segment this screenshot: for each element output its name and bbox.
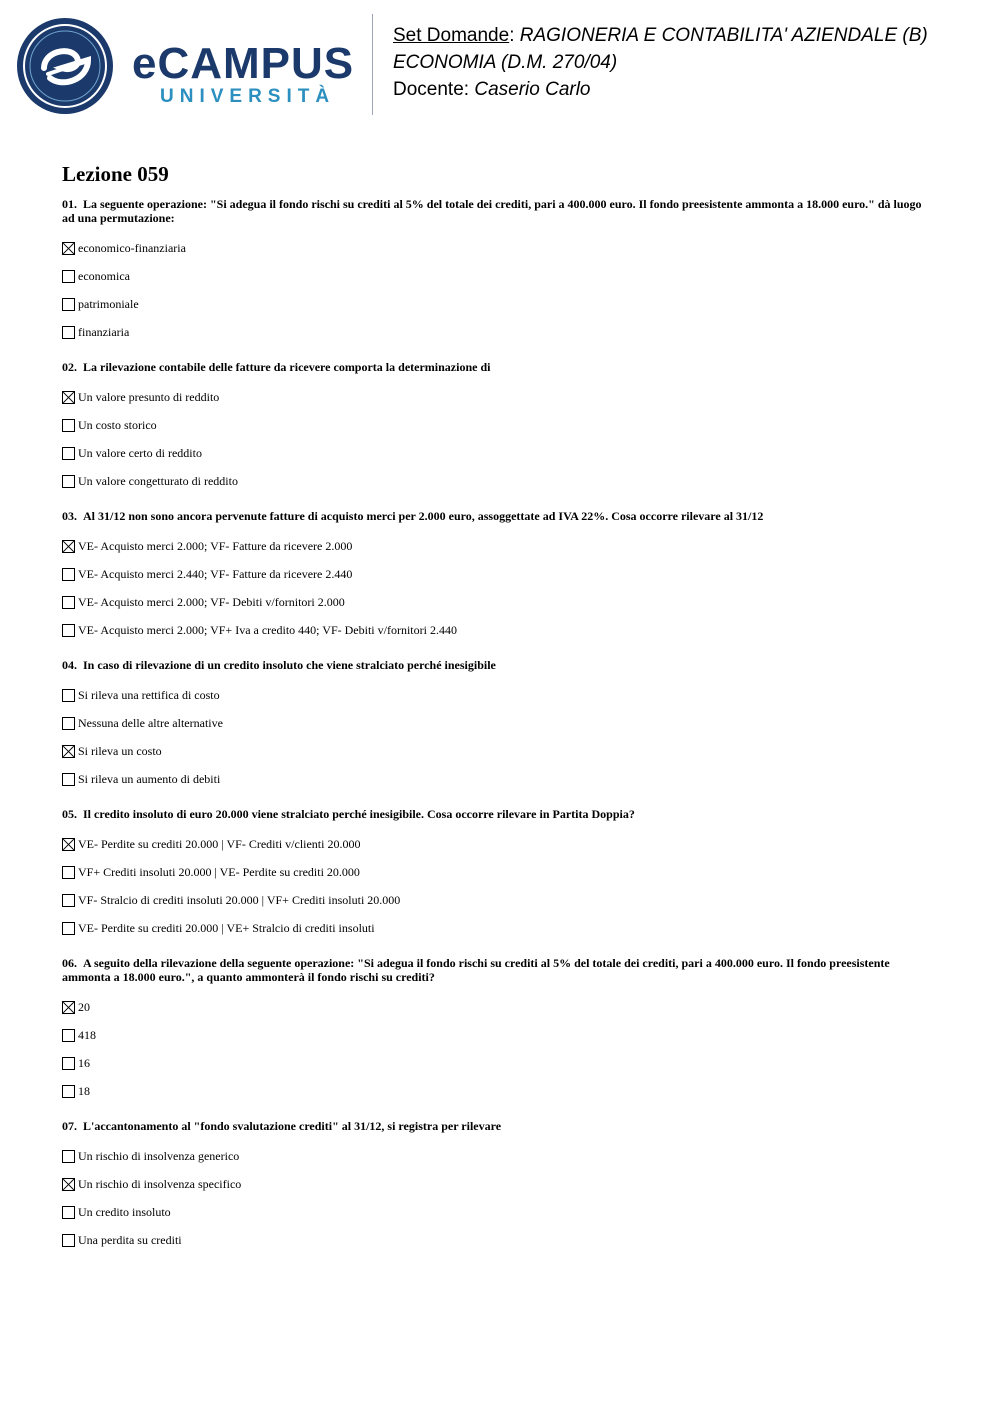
checkbox-icon[interactable]	[62, 624, 75, 637]
question-block	[62, 658, 932, 793]
logo-subtitle: UNIVERSITÀ	[160, 86, 336, 107]
checked-checkbox-icon[interactable]	[62, 1178, 75, 1191]
answer-label: VE- Acquisto merci 2.440; VF- Fatture da ricevere 2.440	[78, 566, 353, 581]
answer-label: economico-finanziaria	[78, 240, 186, 255]
checkbox-icon[interactable]	[62, 568, 75, 581]
answer-label: 20	[78, 999, 90, 1014]
set-label: Set Domande	[393, 25, 510, 46]
question-number: 01.	[62, 197, 77, 211]
checked-checkbox-icon[interactable]	[62, 1001, 75, 1014]
answer-option[interactable]	[62, 709, 932, 737]
question-body: A seguito della rilevazione della seguente operazione: "Si adegua il fondo rischi su crediti al 5% del totale dei crediti, pari a 400.000 euro. Il fondo preesistente ammonta a 18.000 euro.", a quanto ammonterà il fondo rischi su crediti?	[62, 956, 890, 984]
question-text	[62, 807, 932, 821]
set-value-2: ECONOMIA (D.M. 270/04)	[393, 52, 618, 73]
question-number: 04.	[62, 658, 77, 672]
answer-label: Un valore congetturato di reddito	[78, 473, 238, 488]
checkbox-icon[interactable]	[62, 773, 75, 786]
checkbox-icon[interactable]	[62, 596, 75, 609]
answer-option[interactable]	[62, 830, 932, 858]
checkbox-icon[interactable]	[62, 1085, 75, 1098]
answer-option[interactable]	[62, 411, 932, 439]
logo-wordmark: eCAMPUS	[132, 39, 355, 88]
answer-option[interactable]	[62, 993, 932, 1021]
answer-option[interactable]	[62, 1049, 932, 1077]
checkbox-icon[interactable]	[62, 922, 75, 935]
checkbox-icon[interactable]	[62, 1057, 75, 1070]
teacher-line: Docente: Caserio Carlo	[393, 79, 591, 100]
answer-option[interactable]	[62, 234, 932, 262]
checkbox-icon[interactable]	[62, 689, 75, 702]
answer-label: Un rischio di insolvenza generico	[78, 1148, 240, 1163]
answer-label: Nessuna delle altre alternative	[78, 715, 223, 730]
checkbox-icon[interactable]	[62, 1029, 75, 1042]
question-body: Il credito insoluto di euro 20.000 viene stralciato perché inesigibile. Cosa occorre rilevare in Partita Doppia?	[83, 807, 635, 821]
teacher-label: Docente	[393, 79, 464, 100]
checked-checkbox-icon[interactable]	[62, 391, 75, 404]
question-number: 03.	[62, 509, 77, 523]
page-header	[0, 0, 1000, 130]
checked-checkbox-icon[interactable]	[62, 838, 75, 851]
answer-option[interactable]	[62, 560, 932, 588]
answer-option[interactable]	[62, 1142, 932, 1170]
checkbox-icon[interactable]	[62, 475, 75, 488]
lesson-title: Lezione 059	[62, 162, 169, 186]
checkbox-icon[interactable]	[62, 447, 75, 460]
answer-option[interactable]	[62, 588, 932, 616]
answer-option[interactable]	[62, 467, 932, 495]
checkbox-icon[interactable]	[62, 326, 75, 339]
answer-option[interactable]	[62, 1226, 932, 1254]
set-value: RAGIONERIA E CONTABILITA' AZIENDALE (B)	[519, 25, 928, 46]
answer-option[interactable]	[62, 532, 932, 560]
question-text	[62, 509, 932, 523]
answer-label: VE- Perdite su crediti 20.000 | VF- Crediti v/clienti 20.000	[78, 836, 361, 851]
checkbox-icon[interactable]	[62, 1206, 75, 1219]
answer-label: VE- Perdite su crediti 20.000 | VE+ Stralcio di crediti insoluti	[78, 920, 375, 935]
question-block	[62, 360, 932, 495]
answer-label: economica	[78, 268, 130, 283]
answer-option[interactable]	[62, 1170, 932, 1198]
answer-label: Si rileva una rettifica di costo	[78, 687, 220, 702]
question-text	[62, 197, 932, 225]
question-body: La seguente operazione: "Si adegua il fondo rischi su crediti al 5% del totale dei crediti, pari a 400.000 euro. Il fondo preesistente ammonta a 18.000 euro." dà luogo ad una permutazione:	[62, 197, 922, 225]
question-body: Al 31/12 non sono ancora pervenute fatture di acquisto merci per 2.000 euro, assoggettate ad IVA 22%. Cosa occorre rilevare al 31/12	[83, 509, 764, 523]
question-body: In caso di rilevazione di un credito insoluto che viene stralciato perché inesigibile	[83, 658, 496, 672]
answer-option[interactable]	[62, 914, 932, 942]
answer-option[interactable]	[62, 858, 932, 886]
question-number: 06.	[62, 956, 77, 970]
question-number: 02.	[62, 360, 77, 374]
question-number: 05.	[62, 807, 77, 821]
answer-label: VE- Acquisto merci 2.000; VF- Debiti v/fornitori 2.000	[78, 594, 345, 609]
checkbox-icon[interactable]	[62, 1150, 75, 1163]
answer-label: 418	[78, 1027, 96, 1042]
answer-label: Un valore certo di reddito	[78, 445, 202, 460]
question-block	[62, 509, 932, 644]
answer-option[interactable]	[62, 1077, 932, 1105]
checkbox-icon[interactable]	[62, 419, 75, 432]
question-text	[62, 1119, 932, 1133]
teacher-value: Caserio Carlo	[474, 79, 591, 100]
answer-label: finanziaria	[78, 324, 130, 339]
question-block	[62, 1119, 932, 1254]
answer-label: Un rischio di insolvenza specifico	[78, 1176, 242, 1191]
checkbox-icon[interactable]	[62, 894, 75, 907]
set-line: Set Domande: RAGIONERIA E CONTABILITA' AZIENDALE (B)	[393, 25, 928, 46]
checkbox-icon[interactable]	[62, 298, 75, 311]
answer-label: VE- Acquisto merci 2.000; VF+ Iva a credito 440; VF- Debiti v/fornitori 2.440	[78, 622, 457, 637]
question-body: L'accantonamento al "fondo svalutazione crediti" al 31/12, si registra per rilevare	[83, 1119, 502, 1133]
question-text	[62, 360, 932, 374]
checkbox-icon[interactable]	[62, 1234, 75, 1247]
answer-option[interactable]	[62, 1021, 932, 1049]
question-body: La rilevazione contabile delle fatture da ricevere comporta la determinazione di	[83, 360, 491, 374]
answer-option[interactable]	[62, 1198, 932, 1226]
answer-label: Un valore presunto di reddito	[78, 389, 220, 404]
question-block	[62, 956, 932, 1105]
answer-option[interactable]	[62, 439, 932, 467]
answer-label: patrimoniale	[78, 296, 139, 311]
answer-option[interactable]	[62, 383, 932, 411]
set-line-2	[393, 49, 928, 76]
answer-label: VF- Stralcio di crediti insoluti 20.000 | VF+ Crediti insoluti 20.000	[78, 892, 401, 907]
checked-checkbox-icon[interactable]	[62, 745, 75, 758]
question-number: 07.	[62, 1119, 77, 1133]
answer-label: Si rileva un costo	[78, 743, 162, 758]
answer-label: VF+ Crediti insoluti 20.000 | VE- Perdite su crediti 20.000	[78, 864, 360, 879]
answer-option[interactable]	[62, 737, 932, 765]
answer-option[interactable]	[62, 616, 932, 644]
questions-list	[62, 197, 932, 1268]
answer-label: 16	[78, 1055, 90, 1070]
answer-option[interactable]	[62, 290, 932, 318]
ecampus-logo-icon	[14, 16, 116, 116]
question-text	[62, 956, 932, 984]
answer-option[interactable]	[62, 318, 932, 346]
answer-label: Una perdita su crediti	[78, 1232, 182, 1247]
checkbox-icon[interactable]	[62, 866, 75, 879]
header-divider	[372, 14, 373, 115]
answer-label: 18	[78, 1083, 90, 1098]
question-block	[62, 197, 932, 346]
checkbox-icon[interactable]	[62, 717, 75, 730]
answer-label: VE- Acquisto merci 2.000; VF- Fatture da ricevere 2.000	[78, 538, 353, 553]
checkbox-icon[interactable]	[62, 270, 75, 283]
checked-checkbox-icon[interactable]	[62, 242, 75, 255]
checked-checkbox-icon[interactable]	[62, 540, 75, 553]
question-block	[62, 807, 932, 942]
answer-label: Un credito insoluto	[78, 1204, 171, 1219]
answer-label: Si rileva un aumento di debiti	[78, 771, 221, 786]
answer-option[interactable]	[62, 886, 932, 914]
answer-option[interactable]	[62, 262, 932, 290]
question-text	[62, 658, 932, 672]
answer-label: Un costo storico	[78, 417, 157, 432]
answer-option[interactable]	[62, 765, 932, 793]
header-info	[393, 22, 928, 103]
answer-option[interactable]	[62, 681, 932, 709]
